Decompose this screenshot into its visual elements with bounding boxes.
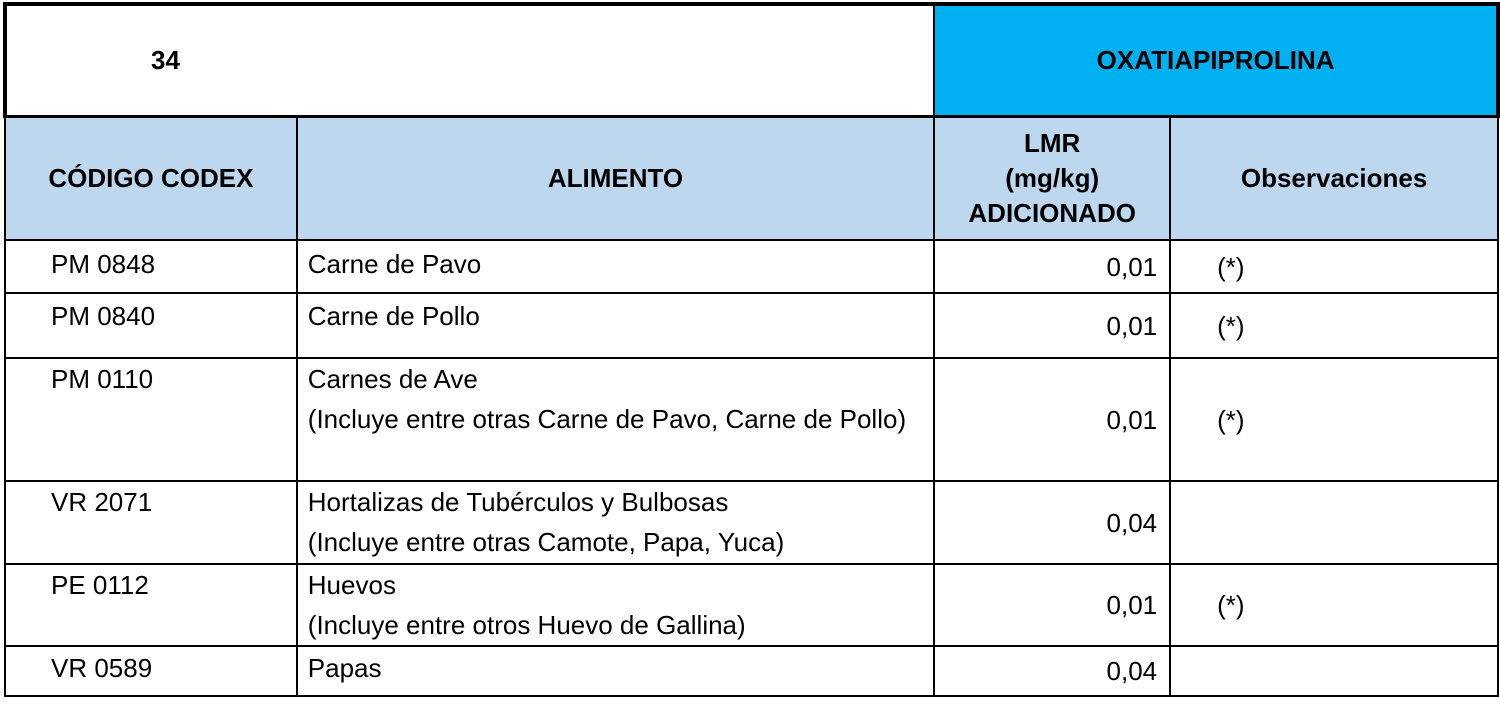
codex-code: PE 0112 <box>5 564 297 646</box>
lmr-value: 0,01 <box>934 240 1170 293</box>
col-header-code: CÓDIGO CODEX <box>5 117 297 241</box>
observation <box>1170 646 1498 696</box>
codex-code: PM 0848 <box>5 240 297 293</box>
codex-code: VR 0589 <box>5 646 297 696</box>
col-header-observations: Observaciones <box>1170 117 1498 241</box>
col-header-food: ALIMENTO <box>297 117 934 241</box>
col-header-lmr: LMR (mg/kg) ADICIONADO <box>934 117 1170 241</box>
food-name: Huevos (Incluye entre otros Huevo de Gallina) <box>297 564 934 646</box>
mrl-table <box>3 2 1500 697</box>
observation: (*) <box>1170 358 1498 481</box>
lmr-value: 0,01 <box>934 564 1170 646</box>
table-row <box>5 240 1498 293</box>
food-name: Carnes de Ave (Incluye entre otras Carne de Pavo, Carne de Pollo) <box>297 358 934 481</box>
title-row <box>5 4 1498 117</box>
table-row <box>5 358 1498 481</box>
lmr-value: 0,04 <box>934 646 1170 696</box>
food-name: Hortalizas de Tubérculos y Bulbosas (Incluye entre otras Camote, Papa, Yuca) <box>297 481 934 564</box>
table-row <box>5 481 1498 564</box>
table-row <box>5 646 1498 696</box>
observation <box>1170 481 1498 564</box>
food-name: Carne de Pavo <box>297 240 934 293</box>
observation: (*) <box>1170 240 1498 293</box>
substance-name: OXATIAPIPROLINA <box>934 4 1498 117</box>
table-row <box>5 293 1498 358</box>
table-number: 34 <box>5 4 934 117</box>
observation: (*) <box>1170 293 1498 358</box>
food-name: Papas <box>297 646 934 696</box>
column-header-row <box>5 117 1498 241</box>
observation: (*) <box>1170 564 1498 646</box>
food-name: Carne de Pollo <box>297 293 934 358</box>
codex-code: VR 2071 <box>5 481 297 564</box>
table-row <box>5 564 1498 646</box>
lmr-value: 0,01 <box>934 358 1170 481</box>
codex-code: PM 0840 <box>5 293 297 358</box>
lmr-value: 0,01 <box>934 293 1170 358</box>
lmr-value: 0,04 <box>934 481 1170 564</box>
codex-code: PM 0110 <box>5 358 297 481</box>
